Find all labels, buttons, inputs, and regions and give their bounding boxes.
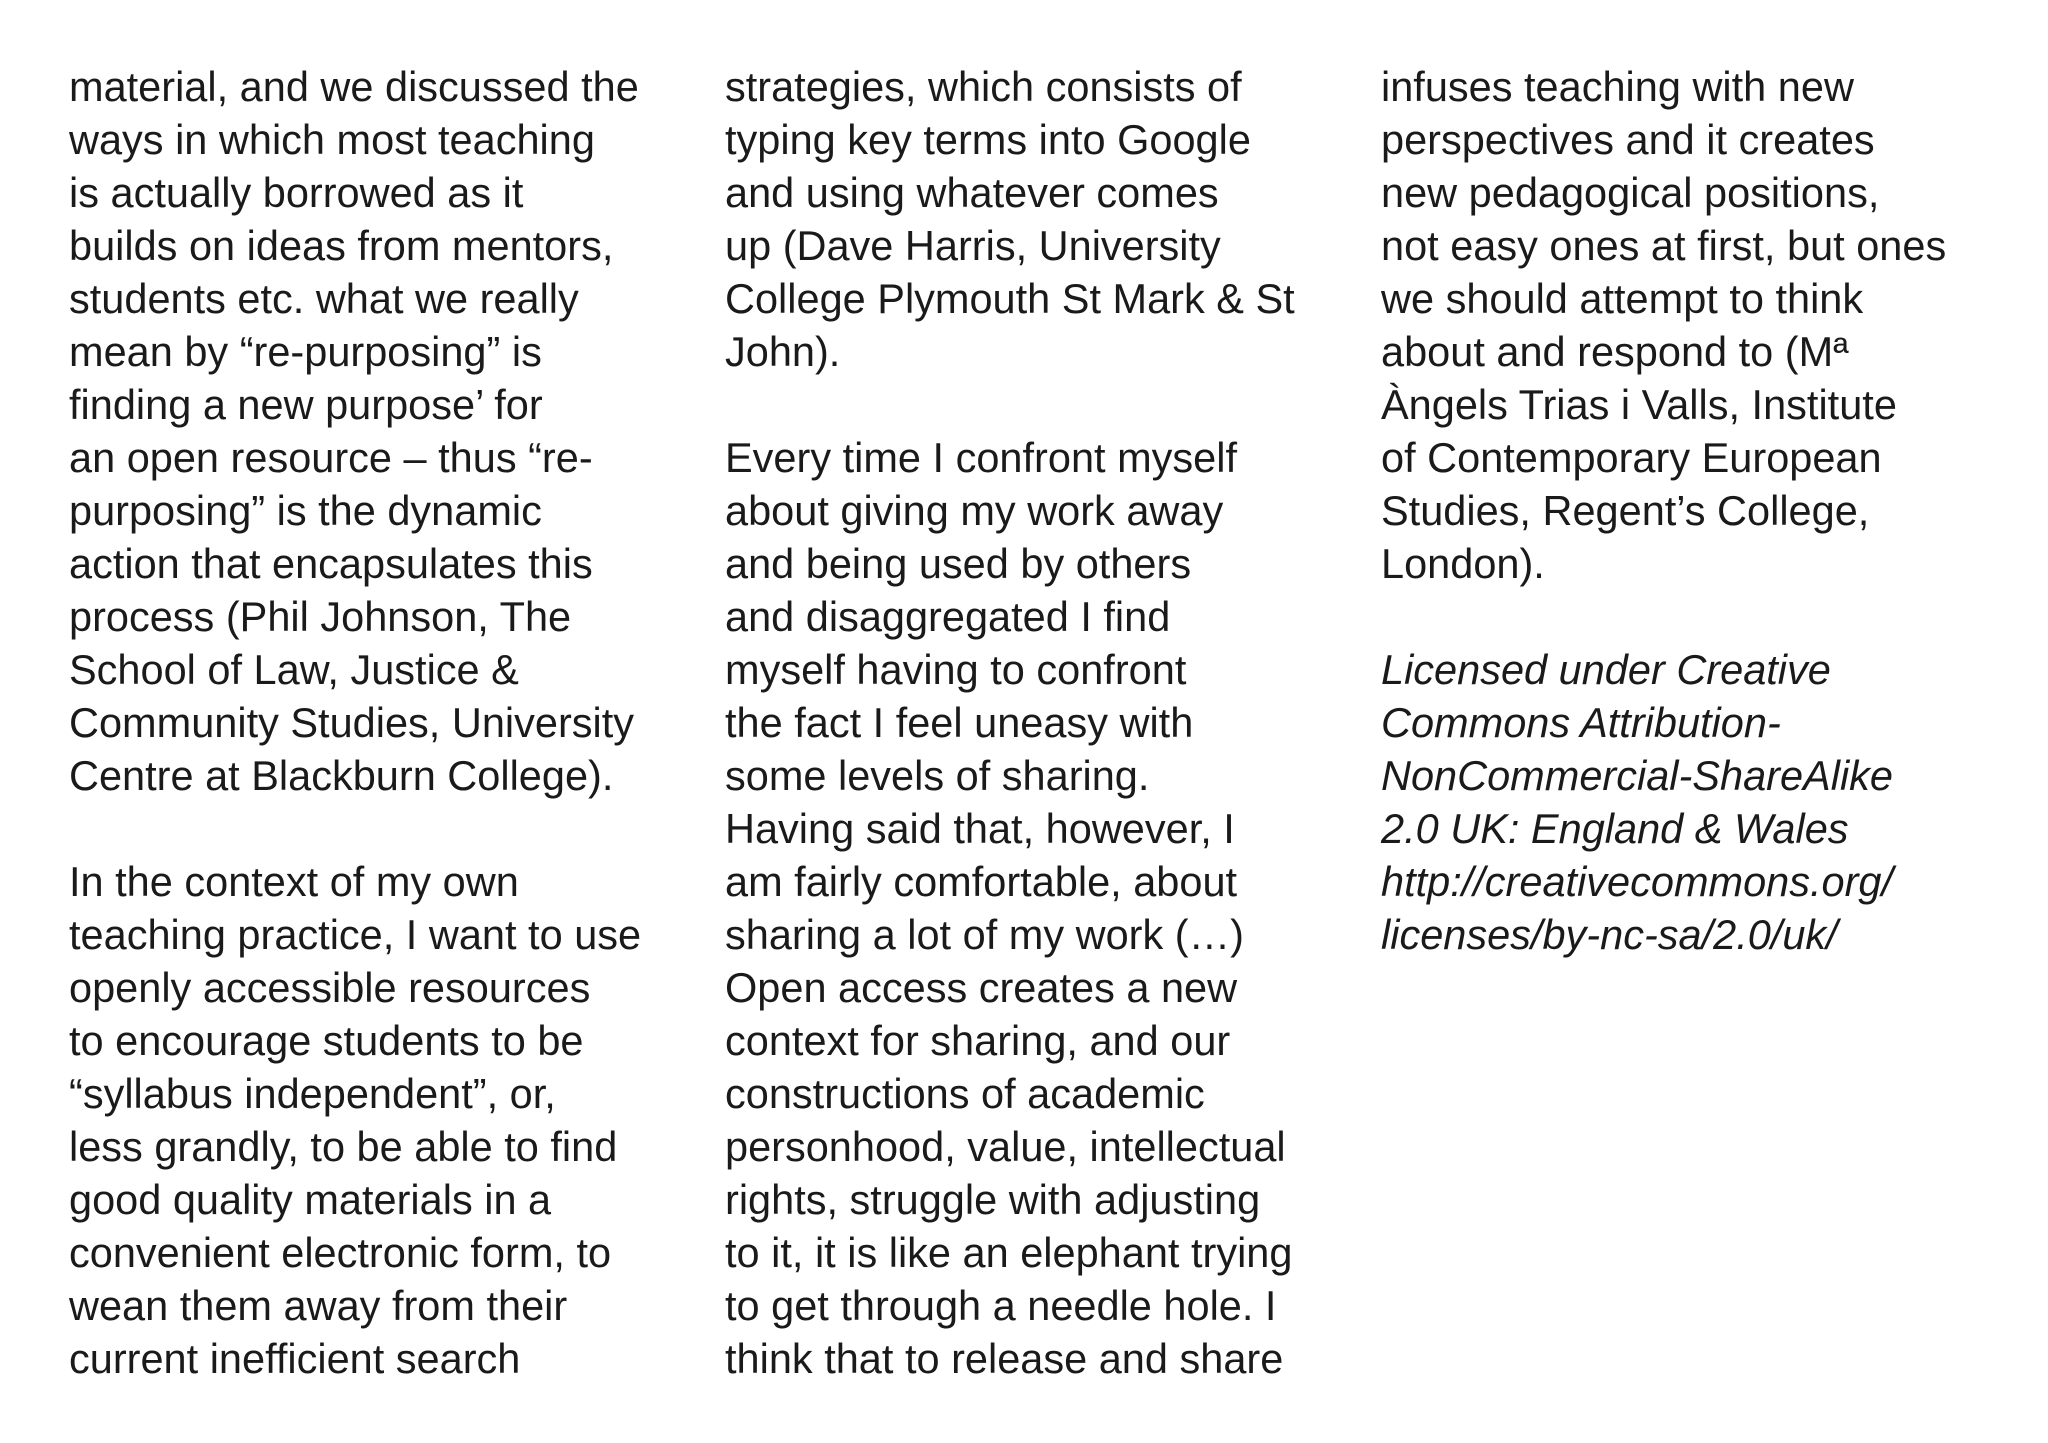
text-column-1 — [69, 60, 709, 1385]
text-line: to encourage students to be — [69, 1017, 584, 1064]
text-line: “syllabus independent”, or, — [69, 1070, 556, 1117]
paragraph-gap — [725, 378, 1365, 431]
text-line: process (Phil Johnson, The — [69, 593, 572, 640]
text-line: to get through a needle hole. I — [725, 1282, 1277, 1329]
text-line: teaching practice, I want to use — [69, 911, 642, 958]
text-line: purposing” is the dynamic — [69, 487, 542, 534]
text-line: rights, struggle with adjusting — [725, 1176, 1261, 1223]
text-line: London). — [1381, 540, 1545, 587]
license-line: NonCommercial-ShareAlike — [1381, 752, 1894, 799]
text-line: Studies, Regent’s College, — [1381, 487, 1870, 534]
text-line: an open resource – thus “re- — [69, 434, 593, 481]
text-line: Àngels Trias i Valls, Institute — [1381, 381, 1897, 428]
paragraph-sharing-work — [725, 431, 1365, 1385]
paragraph-gap — [69, 802, 709, 855]
text-column-3 — [1381, 60, 2021, 961]
paragraph-search-strategies — [725, 60, 1365, 378]
license-notice — [1381, 643, 2021, 961]
text-column-2 — [725, 60, 1365, 1385]
text-line: good quality materials in a — [69, 1176, 552, 1223]
text-line: constructions of academic — [725, 1070, 1205, 1117]
text-line: not easy ones at first, but ones — [1381, 222, 1947, 269]
text-line: infuses teaching with new — [1381, 63, 1854, 110]
text-line: students etc. what we really — [69, 275, 579, 322]
text-line: material, and we discussed the — [69, 63, 639, 110]
text-line: John). — [725, 328, 841, 375]
text-line: current inefficient search — [69, 1335, 521, 1382]
text-line: sharing a lot of my work (…) — [725, 911, 1244, 958]
text-line: myself having to confront — [725, 646, 1187, 693]
text-line: openly accessible resources — [69, 964, 591, 1011]
text-line: and being used by others — [725, 540, 1192, 587]
paragraph-gap — [1381, 590, 2021, 643]
text-line: to it, it is like an elephant trying — [725, 1229, 1293, 1276]
text-line: the fact I feel uneasy with — [725, 699, 1194, 746]
text-line: Centre at Blackburn College). — [69, 752, 614, 799]
text-line: Community Studies, University — [69, 699, 635, 746]
text-line: am fairly comfortable, about — [725, 858, 1238, 905]
text-line: is actually borrowed as it — [69, 169, 524, 216]
text-line: we should attempt to think — [1381, 275, 1864, 322]
text-line: Having said that, however, I — [725, 805, 1235, 852]
text-line: perspectives and it creates — [1381, 116, 1875, 163]
text-line: some levels of sharing. — [725, 752, 1150, 799]
text-line: personhood, value, intellectual — [725, 1123, 1286, 1170]
text-line: In the context of my own — [69, 858, 519, 905]
text-line: and using whatever comes — [725, 169, 1219, 216]
paragraph-teaching-practice — [69, 855, 709, 1385]
text-line: of Contemporary European — [1381, 434, 1882, 481]
text-line: about giving my work away — [725, 487, 1224, 534]
paragraph-new-perspectives — [1381, 60, 2021, 590]
text-line: context for sharing, and our — [725, 1017, 1231, 1064]
text-line: finding a new purpose’ for — [69, 381, 543, 428]
license-line: Licensed under Creative — [1381, 646, 1831, 693]
text-line: about and respond to (Mª — [1381, 328, 1849, 375]
text-line: action that encapsulates this — [69, 540, 593, 587]
text-line: typing key terms into Google — [725, 116, 1251, 163]
text-line: mean by “re-purposing” is — [69, 328, 542, 375]
text-line: builds on ideas from mentors, — [69, 222, 614, 269]
license-url-line: http://creativecommons.org/ — [1381, 858, 1894, 905]
text-line: and disaggregated I find — [725, 593, 1171, 640]
text-line: strategies, which consists of — [725, 63, 1242, 110]
text-line: ways in which most teaching — [69, 116, 595, 163]
text-line: up (Dave Harris, University — [725, 222, 1221, 269]
text-line: wean them away from their — [69, 1282, 568, 1329]
license-line: Commons Attribution- — [1381, 699, 1781, 746]
text-line: College Plymouth St Mark & St — [725, 275, 1295, 322]
license-line: 2.0 UK: England & Wales — [1381, 805, 1849, 852]
text-line: less grandly, to be able to find — [69, 1123, 618, 1170]
license-url-line: licenses/by-nc-sa/2.0/uk/ — [1381, 911, 1838, 958]
text-line: new pedagogical positions, — [1381, 169, 1880, 216]
paragraph-repurposing — [69, 60, 709, 802]
text-line: School of Law, Justice & — [69, 646, 519, 693]
text-line: Every time I confront myself — [725, 434, 1237, 481]
text-line: Open access creates a new — [725, 964, 1238, 1011]
text-line: convenient electronic form, to — [69, 1229, 612, 1276]
text-line: think that to release and share — [725, 1335, 1284, 1382]
